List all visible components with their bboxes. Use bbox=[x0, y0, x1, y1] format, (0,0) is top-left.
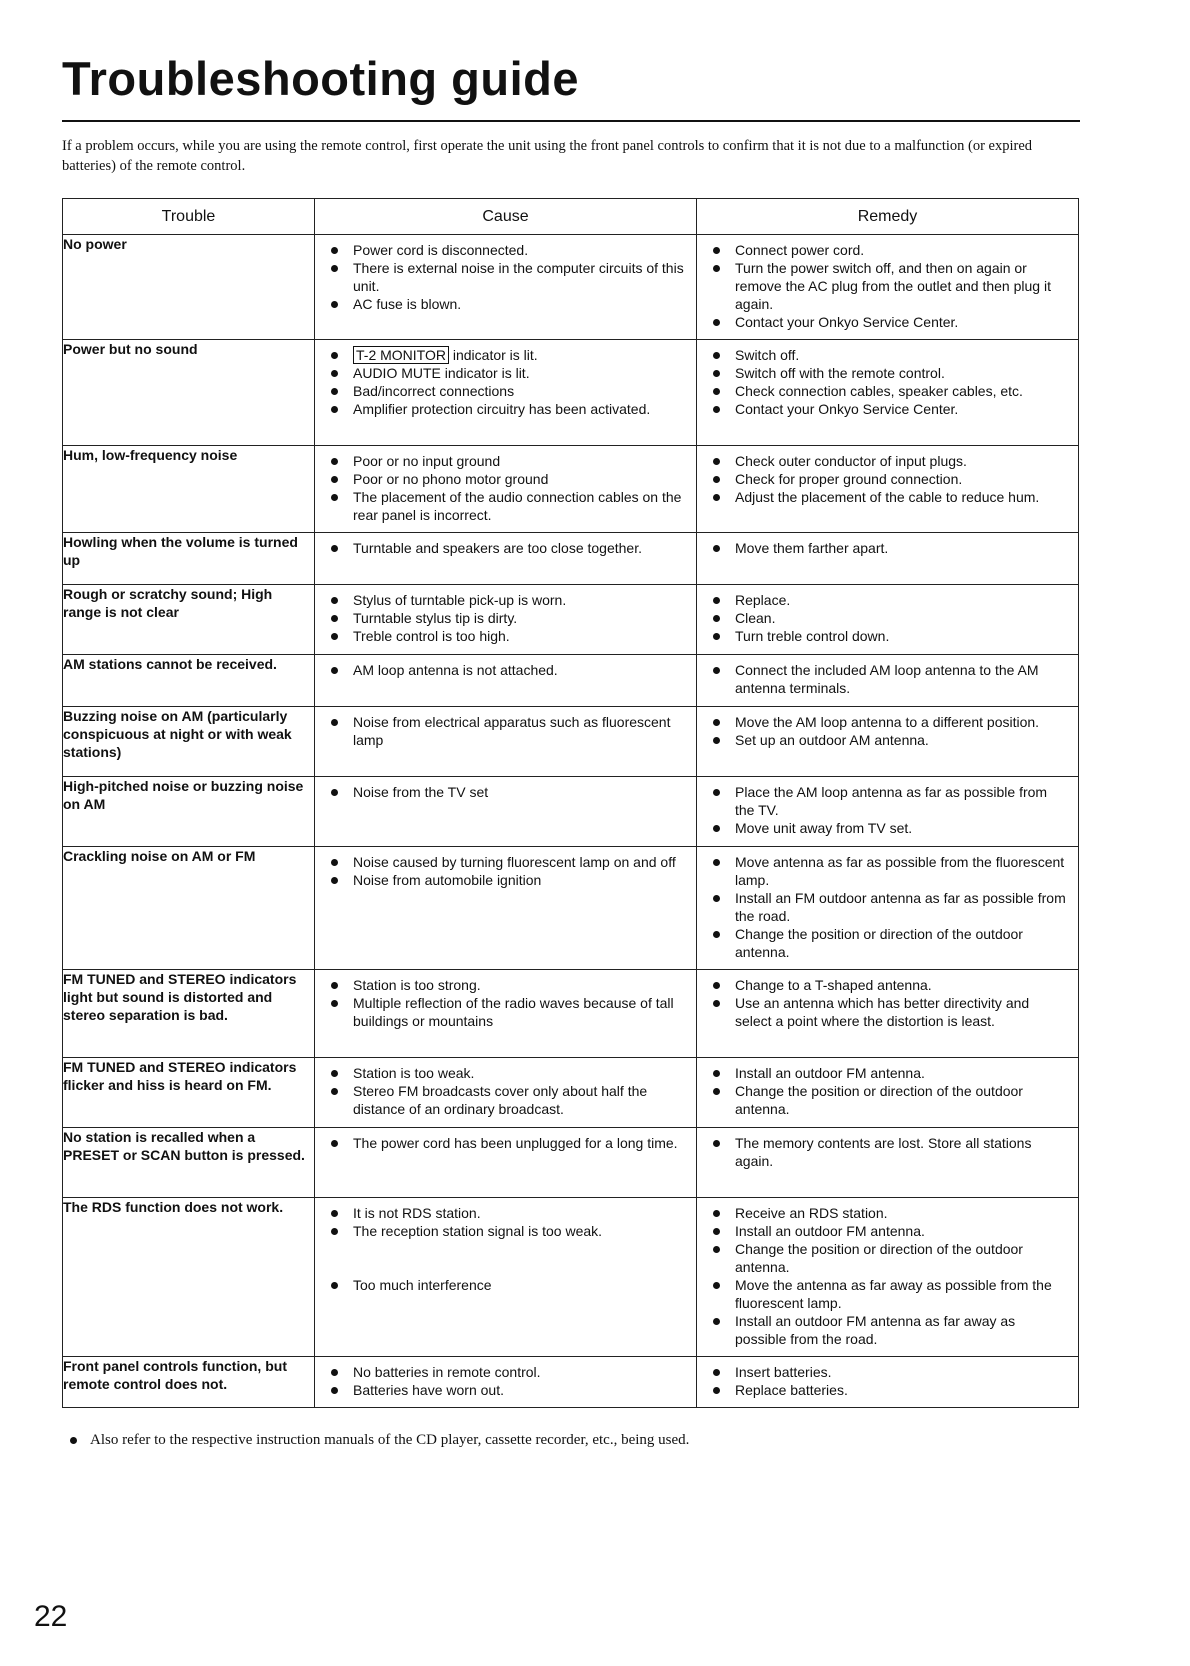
table-row bbox=[63, 707, 1079, 777]
remedy-cell bbox=[697, 777, 1079, 847]
remedy-item: Switch off with the remote control. bbox=[711, 364, 1068, 382]
remedy-item: Switch off. bbox=[711, 346, 1068, 364]
cause-item-suffix: indicator is lit. bbox=[448, 347, 538, 363]
trouble-cell: AM stations cannot be received. bbox=[63, 655, 315, 707]
page-title: Troubleshooting guide bbox=[62, 52, 580, 105]
cause-item: No batteries in remote control. bbox=[329, 1363, 686, 1381]
title-rule bbox=[62, 120, 1080, 122]
remedy-item: Replace batteries. bbox=[711, 1381, 1068, 1399]
cause-cell bbox=[315, 533, 697, 585]
cause-item: Noise from the TV set bbox=[329, 783, 686, 801]
remedy-item: Check for proper ground connection. bbox=[711, 470, 1068, 488]
cause-item: Stereo FM broadcasts cover only about half the distance of an ordinary broadcast. bbox=[329, 1082, 686, 1118]
table-row bbox=[63, 655, 1079, 707]
remedy-item: Turn the power switch off, and then on again or remove the AC plug from the outlet and then plug it again. bbox=[711, 259, 1068, 313]
remedy-cell bbox=[697, 533, 1079, 585]
trouble-cell: FM TUNED and STEREO indicators light but sound is distorted and stereo separation is bad. bbox=[63, 970, 315, 1058]
cause-cell bbox=[315, 655, 697, 707]
trouble-cell: Howling when the volume is turned up bbox=[63, 533, 315, 585]
table-row bbox=[63, 1128, 1079, 1198]
table-row bbox=[63, 585, 1079, 655]
remedy-item: Move antenna as far as possible from the fluorescent lamp. bbox=[711, 853, 1068, 889]
remedy-cell bbox=[697, 340, 1079, 446]
cause-cell bbox=[315, 1198, 697, 1357]
remedy-item: Move the AM loop antenna to a different position. bbox=[711, 713, 1068, 731]
t2-monitor-indicator-label: T-2 MONITOR bbox=[353, 346, 449, 364]
table-row bbox=[63, 533, 1079, 585]
cause-item: Noise from electrical apparatus such as fluorescent lamp bbox=[329, 713, 686, 749]
header-cause: Cause bbox=[315, 199, 697, 235]
cause-item: Station is too strong. bbox=[329, 976, 686, 994]
remedy-cell bbox=[697, 1357, 1079, 1408]
cause-cell bbox=[315, 235, 697, 340]
remedy-item: Check outer conductor of input plugs. bbox=[711, 452, 1068, 470]
cause-item: Stylus of turntable pick-up is worn. bbox=[329, 591, 686, 609]
remedy-item: Check connection cables, speaker cables, etc. bbox=[711, 382, 1068, 400]
cause-cell bbox=[315, 585, 697, 655]
cause-item: Power cord is disconnected. bbox=[329, 241, 686, 259]
remedy-item: Use an antenna which has better directivity and select a point where the distortion is least. bbox=[711, 994, 1068, 1030]
remedy-item: Receive an RDS station. bbox=[711, 1204, 1068, 1222]
remedy-cell bbox=[697, 847, 1079, 970]
remedy-item: Install an FM outdoor antenna as far as possible from the road. bbox=[711, 889, 1068, 925]
trouble-cell: Rough or scratchy sound; High range is not clear bbox=[63, 585, 315, 655]
cause-item: Poor or no phono motor ground bbox=[329, 470, 686, 488]
cause-cell bbox=[315, 1357, 697, 1408]
cause-cell bbox=[315, 847, 697, 970]
remedy-item: Connect power cord. bbox=[711, 241, 1068, 259]
cause-item: The placement of the audio connection cables on the rear panel is incorrect. bbox=[329, 488, 686, 524]
remedy-item: Contact your Onkyo Service Center. bbox=[711, 400, 1068, 418]
remedy-item: Change the position or direction of the outdoor antenna. bbox=[711, 925, 1068, 961]
table-row bbox=[63, 1198, 1079, 1357]
remedy-item: Move unit away from TV set. bbox=[711, 819, 1068, 837]
remedy-item: Move the antenna as far away as possible from the fluorescent lamp. bbox=[711, 1276, 1068, 1312]
table-row bbox=[63, 1357, 1079, 1408]
remedy-item: Install an outdoor FM antenna as far away as possible from the road. bbox=[711, 1312, 1068, 1348]
remedy-cell bbox=[697, 235, 1079, 340]
remedy-item: Change the position or direction of the outdoor antenna. bbox=[711, 1240, 1068, 1276]
cause-item: The reception station signal is too weak. bbox=[329, 1222, 686, 1240]
trouble-cell: Power but no sound bbox=[63, 340, 315, 446]
cause-item: Poor or no input ground bbox=[329, 452, 686, 470]
table-header-row bbox=[63, 199, 1079, 235]
header-remedy: Remedy bbox=[697, 199, 1079, 235]
footnote: Also refer to the respective instruction manuals of the CD player, cassette recorder, etc., being used. bbox=[90, 1432, 690, 1448]
cause-item: AM loop antenna is not attached. bbox=[329, 661, 686, 679]
cause-cell bbox=[315, 777, 697, 847]
remedy-item: Adjust the placement of the cable to reduce hum. bbox=[711, 488, 1068, 506]
cause-item: Turntable and speakers are too close together. bbox=[329, 539, 686, 557]
remedy-cell bbox=[697, 655, 1079, 707]
trouble-cell: Hum, low-frequency noise bbox=[63, 446, 315, 533]
cause-item: Too much interference bbox=[329, 1276, 686, 1294]
cause-cell bbox=[315, 970, 697, 1058]
cause-cell bbox=[315, 707, 697, 777]
table-row bbox=[63, 1058, 1079, 1128]
cause-item: Multiple reflection of the radio waves because of tall buildings or mountains bbox=[329, 994, 686, 1030]
troubleshooting-table bbox=[62, 198, 1079, 1408]
cause-item: It is not RDS station. bbox=[329, 1204, 686, 1222]
table-row bbox=[63, 235, 1079, 340]
remedy-item: Install an outdoor FM antenna. bbox=[711, 1064, 1068, 1082]
remedy-cell bbox=[697, 970, 1079, 1058]
cause-item: There is external noise in the computer circuits of this unit. bbox=[329, 259, 686, 295]
remedy-cell bbox=[697, 707, 1079, 777]
cause-item: Amplifier protection circuitry has been activated. bbox=[329, 400, 686, 418]
remedy-item: Turn treble control down. bbox=[711, 627, 1068, 645]
cause-item: Turntable stylus tip is dirty. bbox=[329, 609, 686, 627]
remedy-item: Set up an outdoor AM antenna. bbox=[711, 731, 1068, 749]
cause-cell bbox=[315, 446, 697, 533]
remedy-item: Place the AM loop antenna as far as possible from the TV. bbox=[711, 783, 1068, 819]
table-row bbox=[63, 340, 1079, 446]
header-trouble: Trouble bbox=[63, 199, 315, 235]
trouble-cell: No station is recalled when a PRESET or SCAN button is pressed. bbox=[63, 1128, 315, 1198]
remedy-item: Install an outdoor FM antenna. bbox=[711, 1222, 1068, 1240]
cause-item: Bad/incorrect connections bbox=[329, 382, 686, 400]
remedy-item: The memory contents are lost. Store all stations again. bbox=[711, 1134, 1068, 1170]
cause-item: AUDIO MUTE indicator is lit. bbox=[329, 364, 686, 382]
trouble-cell: Front panel controls function, but remote control does not. bbox=[63, 1357, 315, 1408]
trouble-cell: FM TUNED and STEREO indicators flicker and hiss is heard on FM. bbox=[63, 1058, 315, 1128]
cause-item: AC fuse is blown. bbox=[329, 295, 686, 313]
remedy-cell bbox=[697, 1058, 1079, 1128]
table-row bbox=[63, 446, 1079, 533]
cause-item: Noise caused by turning fluorescent lamp on and off bbox=[329, 853, 686, 871]
remedy-cell bbox=[697, 1198, 1079, 1357]
remedy-item: Clean. bbox=[711, 609, 1068, 627]
trouble-cell: No power bbox=[63, 235, 315, 340]
cause-cell bbox=[315, 1058, 697, 1128]
remedy-item: Connect the included AM loop antenna to the AM antenna terminals. bbox=[711, 661, 1068, 697]
trouble-cell: Buzzing noise on AM (particularly conspicuous at night or with weak stations) bbox=[63, 707, 315, 777]
cause-item: Station is too weak. bbox=[329, 1064, 686, 1082]
trouble-cell: High-pitched noise or buzzing noise on AM bbox=[63, 777, 315, 847]
table-row bbox=[63, 777, 1079, 847]
trouble-cell: The RDS function does not work. bbox=[63, 1198, 315, 1357]
cause-item: Noise from automobile ignition bbox=[329, 871, 686, 889]
remedy-cell bbox=[697, 446, 1079, 533]
trouble-cell: Crackling noise on AM or FM bbox=[63, 847, 315, 970]
remedy-cell bbox=[697, 585, 1079, 655]
remedy-item: Replace. bbox=[711, 591, 1068, 609]
remedy-item: Change to a T-shaped antenna. bbox=[711, 976, 1068, 994]
table-row bbox=[63, 970, 1079, 1058]
remedy-item: Change the position or direction of the outdoor antenna. bbox=[711, 1082, 1068, 1118]
page-number: 22 bbox=[34, 1600, 68, 1633]
remedy-cell bbox=[697, 1128, 1079, 1198]
cause-cell bbox=[315, 340, 697, 446]
cause-item: Treble control is too high. bbox=[329, 627, 686, 645]
cause-item: Batteries have worn out. bbox=[329, 1381, 686, 1399]
remedy-item: Contact your Onkyo Service Center. bbox=[711, 313, 1068, 331]
remedy-item: Move them farther apart. bbox=[711, 539, 1068, 557]
cause-cell bbox=[315, 1128, 697, 1198]
cause-item bbox=[329, 346, 686, 364]
table-row bbox=[63, 847, 1079, 970]
remedy-item: Insert batteries. bbox=[711, 1363, 1068, 1381]
intro-paragraph: If a problem occurs, while you are using the remote control, first operate the unit using the front panel controls to confirm that it is not due to a malfunction (or expired batteries) of the remote control. bbox=[62, 138, 1033, 174]
cause-item: The power cord has been unplugged for a long time. bbox=[329, 1134, 686, 1152]
